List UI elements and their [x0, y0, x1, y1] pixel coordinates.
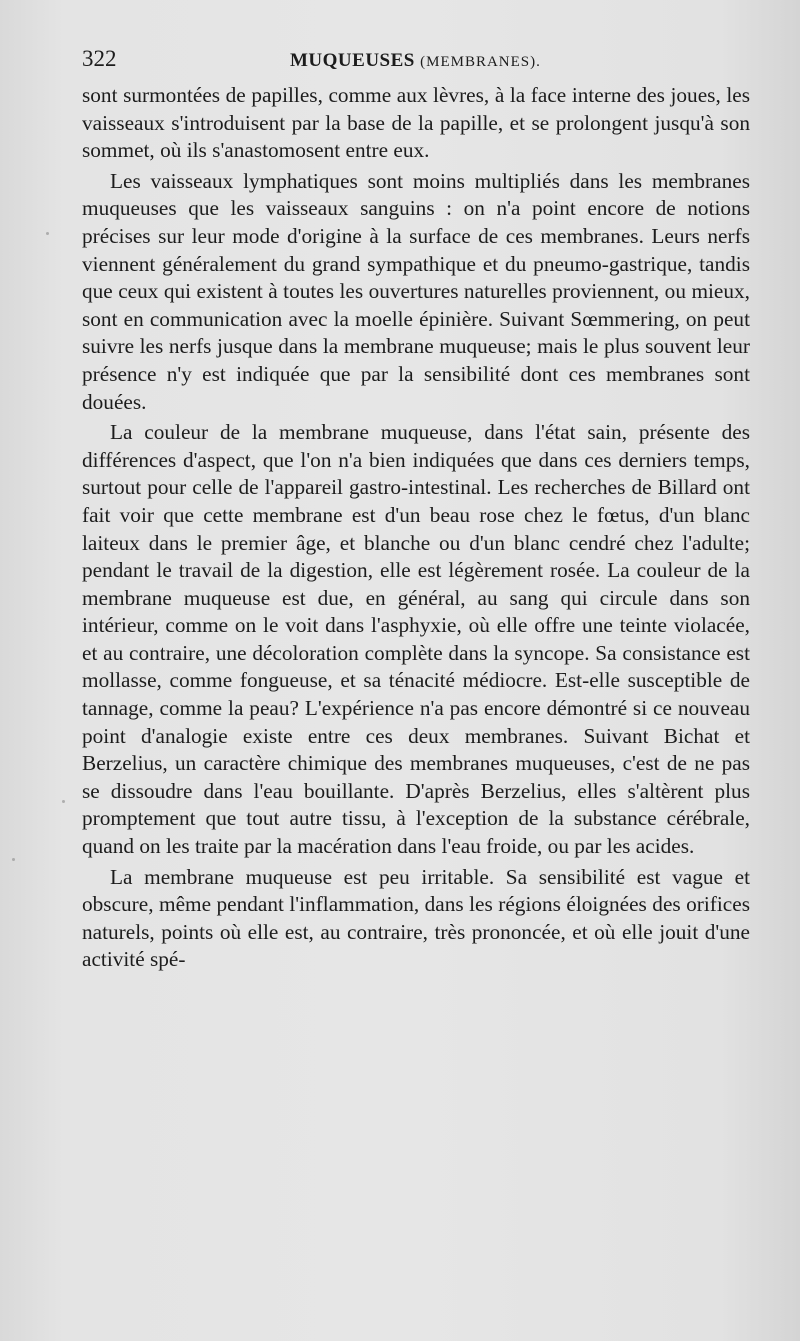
paper-speck — [12, 858, 15, 861]
running-head-parenthetical: (MEMBRANES). — [420, 54, 541, 70]
paper-speck — [62, 800, 65, 803]
running-head — [290, 50, 541, 72]
paper-speck — [46, 232, 49, 235]
running-head-main: MUQUEUSES — [290, 50, 415, 71]
body-text — [82, 82, 750, 974]
paragraph-sensibility: La membrane muqueuse est peu irritable. Sa sensibilité est vague et obscure, même pendant l'inflammation, dans les régions éloignées des orifices naturels, points où elle est, au contraire, très prononcée, et où elle jouit d'une activité spé- — [82, 864, 750, 972]
paragraph-lymphatics-nerves: Les vaisseaux lymphatiques sont moins multipliés dans les membranes muqueuses que les vaisseaux sanguins : on n'a point encore de notions précises sur leur mode d'origine à la surface de ces membranes. Leurs nerfs viennent généralement du grand sympathique et du pneumo-gastrique, tandis que ceux qui existent à toutes les ouvertures naturelles proviennent, ou mieux, sont en communication avec la moelle épinière. Suivant Sœmmering, on peut suivre les nerfs jusque dans la membrane muqueuse; mais le plus souvent leur présence n'y est indiquée que par la sensibilité dont ces membranes sont douées. — [82, 168, 750, 414]
page-number: 322 — [82, 46, 117, 71]
page-header — [82, 42, 752, 82]
paragraph-color-consistency: La couleur de la membrane muqueuse, dans l'état sain, présente des différences d'aspect, que l'on n'a bien indiquées que dans ces derniers temps, surtout pour celle de l'appareil gastro-intestinal. Les recherches de Billard ont fait voir que cette membrane est d'un beau rose chez le fœtus, d'un blanc laiteux dans le premier âge, et blanche ou d'un blanc cendré chez l'adulte; pendant le travail de la digestion, elle est légèrement rosée. La couleur de la membrane muqueuse est due, en général, au sang qui circule dans son intérieur, comme on le voit dans l'asphyxie, où elle offre une teinte violacée, et au contraire, une décoloration complète dans la syncope. Sa consistance est mollasse, comme fongueuse, et sa ténacité médiocre. Est-elle susceptible de tannage, comme la peau? L'expérience n'a pas encore démontré si ce nouveau point d'analogie existe entre ces deux membranes. Suivant Bichat et Berzelius, un caractère chimique des membranes muqueuses, c'est de ne pas se dissoudre dans l'eau bouillante. D'après Berzelius, elles s'altèrent plus promptement que tout autre tissu, à l'exception de la substance cérébrale, quand on les traite par la macération dans l'eau froide, ou par les acides. — [82, 420, 750, 859]
paragraph-continuation: sont surmontées de papilles, comme aux lèvres, à la face interne des joues, les vaisseaux s'introduisent par la base de la papille, et se prolongent jusqu'à son sommet, où ils s'anastomosent entre eux. — [82, 83, 750, 163]
